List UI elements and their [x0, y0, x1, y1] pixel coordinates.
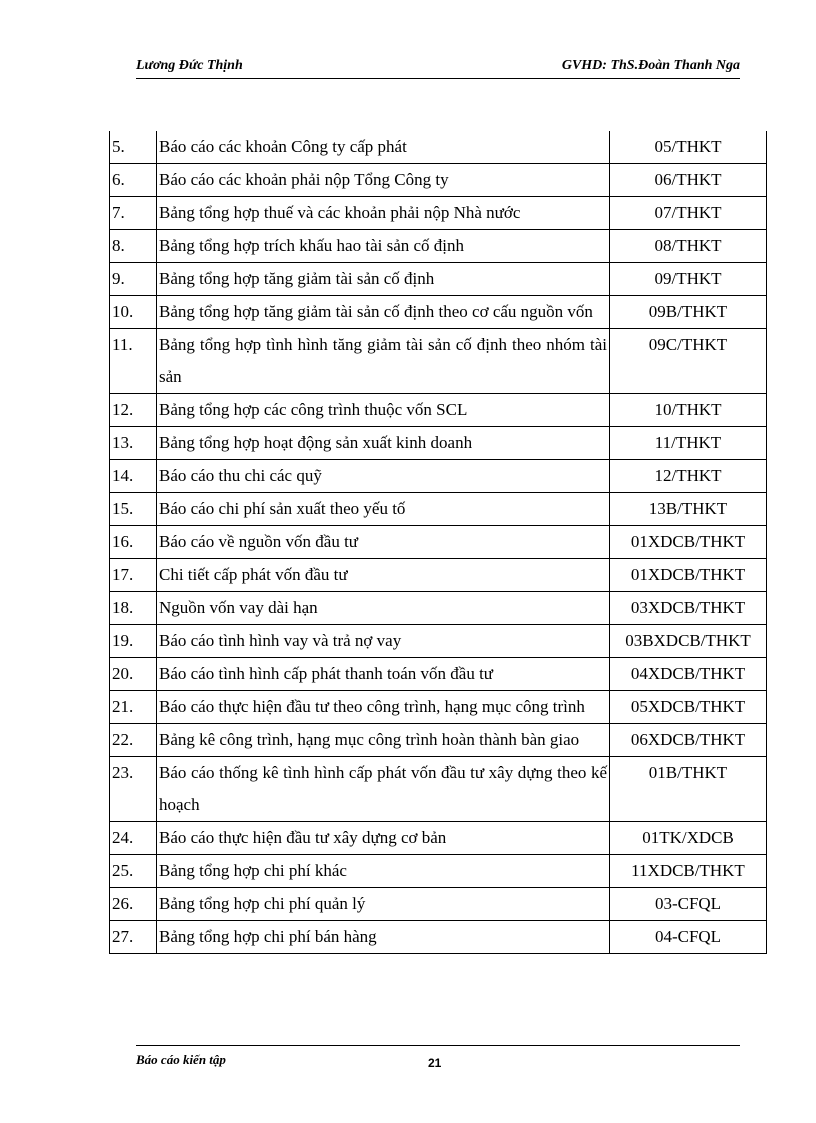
row-code: 01XDCB/THKT — [610, 526, 767, 559]
row-number: 10. — [110, 296, 157, 329]
row-code: 05/THKT — [610, 131, 767, 164]
table-row — [110, 493, 767, 526]
row-number: 5. — [110, 131, 157, 164]
row-title: Nguồn vốn vay dài hạn — [157, 592, 610, 625]
row-title: Bảng tổng hợp tăng giảm tài sản cố định — [157, 263, 610, 296]
row-code: 03XDCB/THKT — [610, 592, 767, 625]
row-number: 8. — [110, 230, 157, 263]
row-code: 06XDCB/THKT — [610, 724, 767, 757]
row-number: 21. — [110, 691, 157, 724]
row-code: 03-CFQL — [610, 888, 767, 921]
row-code: 07/THKT — [610, 197, 767, 230]
table-row — [110, 131, 767, 164]
table-row — [110, 658, 767, 691]
row-title: Báo cáo thống kê tình hình cấp phát vốn đầu tư xây dựng theo kế hoạch — [157, 757, 610, 822]
row-number: 22. — [110, 724, 157, 757]
row-title: Bảng tổng hợp thuế và các khoản phải nộp Nhà nước — [157, 197, 610, 230]
row-title: Bảng tổng hợp tình hình tăng giảm tài sản cố định theo nhóm tài sản — [157, 329, 610, 394]
table-row — [110, 559, 767, 592]
row-title: Báo cáo chi phí sản xuất theo yếu tố — [157, 493, 610, 526]
row-code: 04-CFQL — [610, 921, 767, 954]
row-title: Báo cáo về nguồn vốn đầu tư — [157, 526, 610, 559]
page-header — [136, 56, 740, 79]
table-row — [110, 263, 767, 296]
row-title: Bảng tổng hợp chi phí bán hàng — [157, 921, 610, 954]
row-number: 12. — [110, 394, 157, 427]
row-number: 25. — [110, 855, 157, 888]
row-code: 08/THKT — [610, 230, 767, 263]
row-code: 01XDCB/THKT — [610, 559, 767, 592]
row-code: 09C/THKT — [610, 329, 767, 394]
row-number: 18. — [110, 592, 157, 625]
row-title: Báo cáo các khoản phải nộp Tổng Công ty — [157, 164, 610, 197]
table-row — [110, 822, 767, 855]
table-row — [110, 460, 767, 493]
row-code: 10/THKT — [610, 394, 767, 427]
table-row — [110, 427, 767, 460]
row-number: 7. — [110, 197, 157, 230]
row-title: Báo cáo tình hình cấp phát thanh toán vốn đầu tư — [157, 658, 610, 691]
table-row — [110, 296, 767, 329]
row-code: 09/THKT — [610, 263, 767, 296]
table-row — [110, 164, 767, 197]
row-code: 05XDCB/THKT — [610, 691, 767, 724]
row-number: 26. — [110, 888, 157, 921]
row-number: 9. — [110, 263, 157, 296]
row-title: Bảng tổng hợp hoạt động sản xuất kinh doanh — [157, 427, 610, 460]
page-footer — [136, 1045, 740, 1076]
row-number: 19. — [110, 625, 157, 658]
row-code: 09B/THKT — [610, 296, 767, 329]
row-title: Báo cáo các khoản Công ty cấp phát — [157, 131, 610, 164]
report-list-body — [110, 131, 767, 954]
row-number: 20. — [110, 658, 157, 691]
row-number: 14. — [110, 460, 157, 493]
table-row — [110, 757, 767, 822]
row-title: Chi tiết cấp phát vốn đầu tư — [157, 559, 610, 592]
table-row — [110, 526, 767, 559]
table-row — [110, 394, 767, 427]
row-code: 01TK/XDCB — [610, 822, 767, 855]
table-row — [110, 329, 767, 394]
row-code: 11XDCB/THKT — [610, 855, 767, 888]
row-code: 11/THKT — [610, 427, 767, 460]
row-number: 16. — [110, 526, 157, 559]
row-title: Báo cáo thu chi các quỹ — [157, 460, 610, 493]
row-code: 01B/THKT — [610, 757, 767, 822]
row-title: Báo cáo tình hình vay và trả nợ vay — [157, 625, 610, 658]
row-code: 12/THKT — [610, 460, 767, 493]
row-number: 17. — [110, 559, 157, 592]
row-code: 06/THKT — [610, 164, 767, 197]
row-code: 03BXDCB/THKT — [610, 625, 767, 658]
row-number: 27. — [110, 921, 157, 954]
report-list-table — [109, 131, 767, 954]
row-title: Báo cáo thực hiện đầu tư theo công trình, hạng mục công trình — [157, 691, 610, 724]
table-row — [110, 888, 767, 921]
table-row — [110, 592, 767, 625]
table-row — [110, 625, 767, 658]
author-name: Lương Đức Thịnh — [136, 58, 243, 73]
row-title: Báo cáo thực hiện đầu tư xây dựng cơ bản — [157, 822, 610, 855]
table-row — [110, 230, 767, 263]
page-number: 21 — [428, 1056, 442, 1070]
table-row — [110, 197, 767, 230]
row-title: Bảng tổng hợp tăng giảm tài sản cố định theo cơ cấu nguồn vốn — [157, 296, 610, 329]
table-row — [110, 921, 767, 954]
footer-label: Báo cáo kiến tập — [136, 1052, 226, 1067]
row-title: Bảng tổng hợp các công trình thuộc vốn SCL — [157, 394, 610, 427]
row-title: Bảng tổng hợp chi phí khác — [157, 855, 610, 888]
row-number: 24. — [110, 822, 157, 855]
row-number: 15. — [110, 493, 157, 526]
row-number: 13. — [110, 427, 157, 460]
row-code: 13B/THKT — [610, 493, 767, 526]
table-row — [110, 691, 767, 724]
row-title: Bảng tổng hợp trích khấu hao tài sản cố định — [157, 230, 610, 263]
row-title: Bảng kê công trình, hạng mục công trình hoàn thành bàn giao — [157, 724, 610, 757]
row-code: 04XDCB/THKT — [610, 658, 767, 691]
row-number: 11. — [110, 329, 157, 394]
row-number: 6. — [110, 164, 157, 197]
table-row — [110, 724, 767, 757]
row-title: Bảng tổng hợp chi phí quản lý — [157, 888, 610, 921]
supervisor-name: GVHD: ThS.Đoàn Thanh Nga — [561, 58, 740, 73]
row-number: 23. — [110, 757, 157, 822]
table-row — [110, 855, 767, 888]
